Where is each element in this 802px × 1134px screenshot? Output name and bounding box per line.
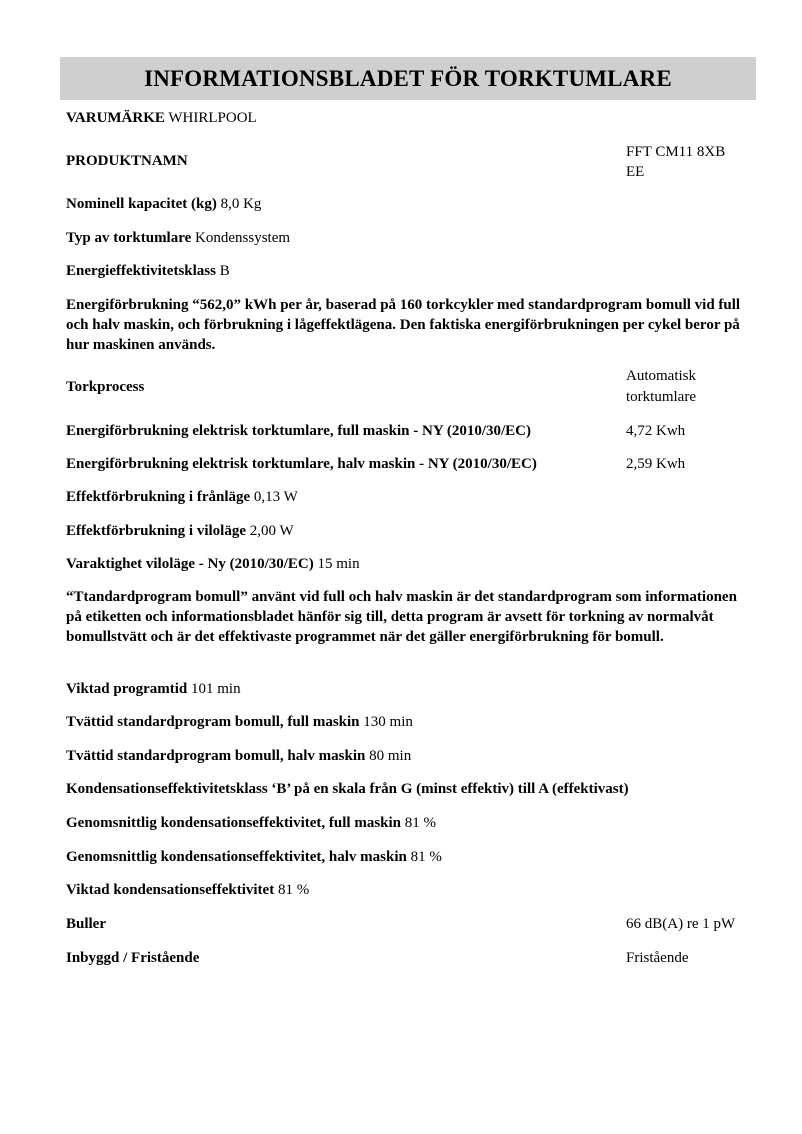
condensation-class-statement: Kondensationseffektivitetsklass ‘B’ på en skala från G (minst effektiv) till A (effektivast) xyxy=(66,781,629,797)
row-capacity xyxy=(66,194,746,214)
row-brand xyxy=(66,108,746,128)
energy-class-value: B xyxy=(219,263,230,279)
row-cond-weighted xyxy=(66,880,746,900)
weighted-time-value: 101 min xyxy=(191,681,241,697)
product-name-value xyxy=(626,142,756,182)
row-idle-duration xyxy=(66,554,746,574)
cond-half-label: Genomsnittlig kondensationseffektivitet, halv maskin xyxy=(66,849,407,865)
installation-value: Fristående xyxy=(626,950,689,966)
power-idle-label: Effektförbrukning i viloläge xyxy=(66,523,247,539)
time-full-value: 130 min xyxy=(363,714,413,730)
idle-duration-value: 15 min xyxy=(317,556,360,572)
row-energy-class xyxy=(66,261,746,281)
energy-full-label: Energiförbrukning elektrisk torktumlare, full maskin - NY (2010/30/EC) xyxy=(66,423,532,439)
time-half-label: Tvättid standardprogram bomull, halv maskin xyxy=(66,748,366,764)
energy-class-label: Energieffektivitetsklass xyxy=(66,263,216,279)
row-weighted-time xyxy=(66,679,746,699)
product-name-label: PRODUKTNAMN xyxy=(66,153,188,169)
row-time-half xyxy=(66,746,746,766)
dryer-type-label: Typ av torktumlare xyxy=(66,230,192,246)
drying-process-value-line2: torktumlare xyxy=(626,389,696,405)
noise-value: 66 dB(A) re 1 pW xyxy=(626,916,736,932)
power-idle-value: 2,00 W xyxy=(249,523,294,539)
energy-consumption-paragraph: Energiförbrukning “562,0” kWh per år, baserad på 160 torkcykler med standardprogram bomull vid full och halv maskin, och förbrukning i lågeffektlägena. Den faktiska energiförbrukningen per cykel beror på hur maskinen används. xyxy=(66,297,741,353)
brand-value: WHIRLPOOL xyxy=(168,110,257,126)
drying-process-value xyxy=(626,366,756,408)
time-full-label: Tvättid standardprogram bomull, full maskin xyxy=(66,714,360,730)
page-title: INFORMATIONSBLADET FÖR TORKTUMLARE xyxy=(144,65,672,91)
product-name-value-line1: FFT CM11 8XB xyxy=(626,144,726,160)
dryer-type-value: Kondenssystem xyxy=(195,230,291,246)
title-banner xyxy=(60,57,756,100)
standard-program-paragraph: “Ttandardprogram bomull” använt vid full och halv maskin är det standardprogram som informationen på etiketten och informationsbladet hänför sig till, detta program är avsett för torkning av normalvåt bomullstvätt och är det effektivaste programmet när det gäller energiförbrukning för bomull. xyxy=(66,589,737,645)
cond-weighted-label: Viktad kondensationseffektivitet xyxy=(66,882,275,898)
energy-half-label: Energiförbrukning elektrisk torktumlare, halv maskin - NY (2010/30/EC) xyxy=(66,456,537,472)
cond-full-value: 81 % xyxy=(404,815,437,831)
energy-full-value: 4,72 Kwh xyxy=(626,423,686,439)
idle-duration-label: Varaktighet viloläge - Ny (2010/30/EC) xyxy=(66,556,314,572)
noise-label: Buller xyxy=(66,916,106,932)
capacity-value: 8,0 Kg xyxy=(220,196,262,212)
row-dryer-type xyxy=(66,228,746,248)
time-half-value: 80 min xyxy=(369,748,412,764)
row-time-full xyxy=(66,712,746,732)
weighted-time-label: Viktad programtid xyxy=(66,681,188,697)
brand-label: VARUMÄRKE xyxy=(66,110,165,126)
row-cond-half xyxy=(66,847,746,867)
cond-weighted-value: 81 % xyxy=(277,882,310,898)
product-name-value-line2: EE xyxy=(626,164,645,180)
power-off-value: 0,13 W xyxy=(253,489,298,505)
cond-full-label: Genomsnittlig kondensationseffektivitet, full maskin xyxy=(66,815,402,831)
row-power-idle xyxy=(66,521,746,541)
drying-process-value-line1: Automatisk xyxy=(626,368,696,384)
row-power-off xyxy=(66,487,746,507)
drying-process-label: Torkprocess xyxy=(66,379,145,395)
row-cond-full xyxy=(66,813,746,833)
power-off-label: Effektförbrukning i frånläge xyxy=(66,489,251,505)
capacity-label: Nominell kapacitet (kg) xyxy=(66,196,217,212)
cond-half-value: 81 % xyxy=(410,849,442,865)
installation-label: Inbyggd / Fristående xyxy=(66,950,200,966)
energy-half-value: 2,59 Kwh xyxy=(626,456,686,472)
